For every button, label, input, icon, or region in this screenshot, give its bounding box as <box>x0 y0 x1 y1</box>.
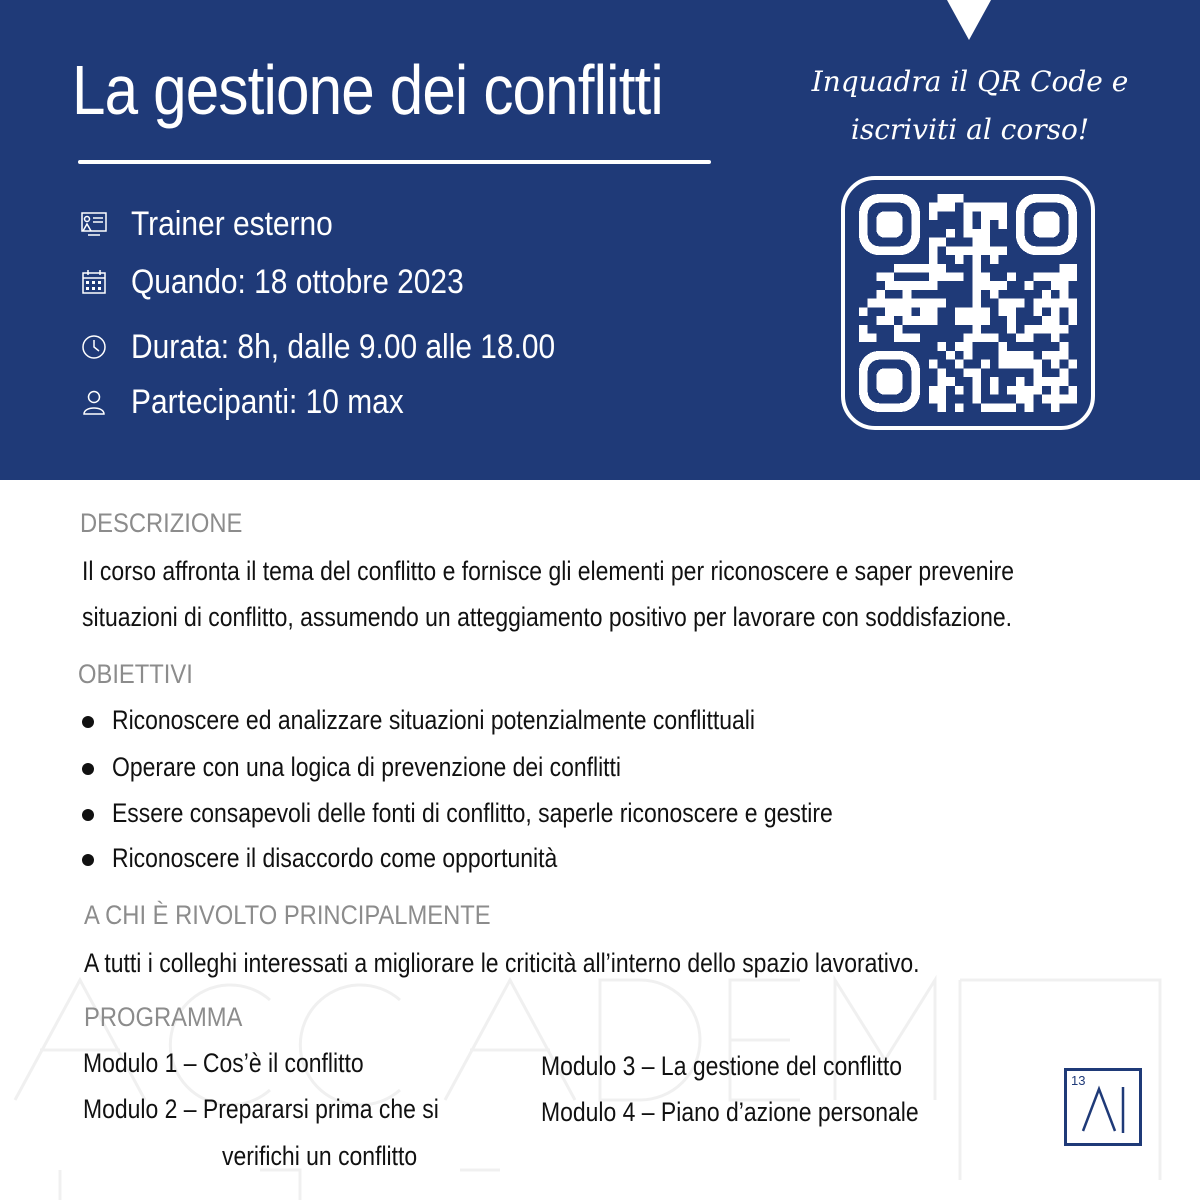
qr-module <box>929 307 938 316</box>
qr-module <box>946 351 955 360</box>
qr-module <box>1025 281 1034 290</box>
info-duration <box>80 327 556 366</box>
qr-module <box>911 334 920 343</box>
qr-module <box>1025 334 1034 343</box>
qr-module <box>1051 351 1060 360</box>
qr-module <box>972 203 981 212</box>
qr-module <box>1042 316 1051 325</box>
bullet-3 <box>82 809 94 821</box>
qr-module <box>1068 386 1077 395</box>
qr-module <box>937 264 946 273</box>
qr-module <box>946 203 955 212</box>
qr-module <box>1060 342 1069 351</box>
qr-module <box>929 264 938 273</box>
qr-module <box>981 403 990 412</box>
qr-module <box>955 342 964 351</box>
qr-module <box>911 299 920 308</box>
qr-module <box>1007 272 1016 281</box>
qr-module <box>1033 368 1042 377</box>
target-text: A tutti i colleghi interessati a migliorare le criticità all’interno dello spazio lavorativo. <box>84 948 920 978</box>
qr-module <box>1033 211 1059 237</box>
qr-module <box>894 264 903 273</box>
qr-module <box>972 290 981 299</box>
qr-module <box>937 395 946 404</box>
descrizione-line-2: situazioni di conflitto, assumendo un atteggiamento positivo per lavorare con soddisfazione. <box>82 602 1013 632</box>
qr-module <box>1016 395 1025 404</box>
qr-module <box>859 334 868 343</box>
qr-module <box>972 238 981 247</box>
info-trainer-text: Trainer esterno <box>131 204 333 243</box>
qr-module <box>937 377 946 386</box>
content-area <box>0 480 1200 1200</box>
qr-module <box>999 299 1008 308</box>
qr-module <box>1051 395 1060 404</box>
target-heading: A CHI È RIVOLTO PRINCIPALMENTE <box>84 900 491 930</box>
qr-module <box>1051 325 1060 334</box>
qr-module <box>1007 403 1016 412</box>
qr-call-to-action <box>800 58 1140 154</box>
trainer-icon <box>80 210 108 238</box>
qr-module <box>981 211 990 220</box>
qr-module <box>972 377 981 386</box>
qr-module <box>929 238 938 247</box>
qr-module <box>1042 351 1051 360</box>
qr-module <box>964 368 973 377</box>
qr-module <box>981 360 990 369</box>
qr-module <box>911 316 920 325</box>
qr-module <box>1007 316 1016 325</box>
qr-module <box>903 334 912 343</box>
qr-module <box>929 281 938 290</box>
qr-module <box>964 229 973 238</box>
bullet-4 <box>82 854 94 866</box>
obiettivi-heading: OBIETTIVI <box>78 659 193 689</box>
qr-module <box>1033 386 1042 395</box>
qr-module <box>1033 377 1042 386</box>
qr-module <box>1051 307 1060 316</box>
qr-module <box>981 229 990 238</box>
qr-module <box>1051 377 1060 386</box>
clock-icon <box>80 333 108 361</box>
qr-module <box>1025 386 1034 395</box>
qr-module <box>1060 395 1069 404</box>
modulo-3: Modulo 3 – La gestione del conflitto <box>541 1051 903 1081</box>
qr-module <box>929 272 938 281</box>
qr-module <box>894 281 903 290</box>
qr-module <box>894 325 903 334</box>
qr-module <box>894 307 903 316</box>
academia-logo <box>1064 1068 1142 1146</box>
qr-module <box>929 211 938 220</box>
qr-module <box>937 403 946 412</box>
qr-module <box>1068 299 1077 308</box>
qr-module <box>920 299 929 308</box>
qr-module <box>964 307 973 316</box>
qr-module <box>981 203 990 212</box>
qr-module <box>972 307 981 316</box>
descrizione-line-1: Il corso affronta il tema del conflitto e fornisce gli elementi per riconoscere e saper prevenire <box>82 556 1015 586</box>
qr-module <box>1051 360 1060 369</box>
info-participants-text: Partecipanti: 10 max <box>131 382 404 421</box>
qr-module <box>972 395 981 404</box>
qr-module <box>1060 264 1069 273</box>
qr-module <box>859 307 868 316</box>
qr-module <box>981 220 990 229</box>
qr-module <box>955 307 964 316</box>
info-date <box>80 262 464 301</box>
qr-module <box>876 290 885 299</box>
qr-module <box>972 229 981 238</box>
info-participants <box>80 382 404 421</box>
title-underline <box>78 160 711 164</box>
qr-module <box>972 368 981 377</box>
qr-module <box>1051 386 1060 395</box>
obiettivo-item-4: Riconoscere il disaccordo come opportunità <box>112 843 558 873</box>
qr-module <box>999 203 1008 212</box>
qr-module <box>920 264 929 273</box>
qr-module <box>990 377 999 386</box>
qr-module <box>1016 360 1025 369</box>
page-title: La gestione dei conflitti <box>72 51 663 129</box>
qr-module <box>1016 377 1025 386</box>
qr-module <box>1051 403 1060 412</box>
qr-module <box>1042 272 1051 281</box>
bullet-2 <box>82 763 94 775</box>
qr-module <box>1007 307 1016 316</box>
qr-module <box>1051 281 1060 290</box>
qr-module <box>972 246 981 255</box>
logo-mark <box>1067 1071 1139 1143</box>
qr-module <box>1033 299 1042 308</box>
qr-module <box>859 325 868 334</box>
header-notch <box>947 0 991 40</box>
qr-module <box>1068 264 1077 273</box>
obiettivo-item-3: Essere consapevoli delle fonti di conflitto, saperle riconoscere e gestire <box>112 798 833 828</box>
qr-module <box>999 351 1008 360</box>
qr-module <box>1068 272 1077 281</box>
qr-module <box>1060 351 1069 360</box>
qr-module <box>946 246 955 255</box>
qr-module <box>876 368 902 394</box>
qr-module <box>1060 290 1069 299</box>
qr-module <box>1051 334 1060 343</box>
qr-module <box>1060 272 1069 281</box>
programma-heading: PROGRAMMA <box>84 1002 243 1032</box>
qr-module <box>972 316 981 325</box>
qr-module <box>1042 395 1051 404</box>
qr-module <box>885 316 894 325</box>
info-duration-text: Durata: 8h, dalle 9.00 alle 18.00 <box>131 327 556 366</box>
qr-module <box>1042 377 1051 386</box>
qr-module <box>999 246 1008 255</box>
qr-module <box>972 264 981 273</box>
qr-module <box>972 325 981 334</box>
qr-module <box>990 203 999 212</box>
qr-module <box>964 211 973 220</box>
qr-module <box>999 307 1008 316</box>
qr-module <box>937 238 946 247</box>
qr-module <box>964 246 973 255</box>
qr-module <box>946 272 955 281</box>
qr-module <box>999 342 1008 351</box>
qr-module <box>964 220 973 229</box>
qr-module <box>937 203 946 212</box>
qr-module <box>1016 351 1025 360</box>
qr-module <box>903 281 912 290</box>
qr-module <box>1042 325 1051 334</box>
calendar-icon <box>80 268 108 296</box>
qr-module <box>990 403 999 412</box>
qr-module <box>972 334 981 343</box>
qr-module <box>981 238 990 247</box>
qr-module <box>964 203 973 212</box>
qr-module <box>990 386 999 395</box>
qr-module <box>894 334 903 343</box>
qr-module <box>929 246 938 255</box>
modulo-2-line-1: Modulo 2 – Prepararsi prima che si <box>83 1094 439 1124</box>
qr-module <box>981 272 990 281</box>
qr-module <box>955 272 964 281</box>
qr-module <box>937 299 946 308</box>
qr-module <box>1007 386 1016 395</box>
qr-module <box>1025 325 1034 334</box>
qr-module <box>1042 299 1051 308</box>
qr-module <box>1051 316 1060 325</box>
qr-module <box>937 368 946 377</box>
qr-module <box>990 281 999 290</box>
qr-module <box>1068 307 1077 316</box>
cta-line-1: Inquadra il QR Code e <box>811 65 1129 98</box>
qr-module <box>885 281 894 290</box>
qr-module <box>972 386 981 395</box>
qr-module <box>937 272 946 281</box>
qr-module <box>964 334 973 343</box>
qr-module <box>972 255 981 264</box>
modulo-2-line-2: verifichi un conflitto <box>222 1141 418 1171</box>
qr-module <box>981 334 990 343</box>
qr-module <box>868 334 877 343</box>
obiettivo-item-1: Riconoscere ed analizzare situazioni potenzialmente conflittuali <box>112 705 755 735</box>
qr-module <box>868 299 877 308</box>
qr-module <box>876 316 885 325</box>
qr-module <box>972 281 981 290</box>
qr-code[interactable] <box>859 194 1077 412</box>
qr-module <box>929 386 938 395</box>
qr-module <box>894 299 903 308</box>
qr-module <box>999 281 1008 290</box>
qr-module <box>920 307 929 316</box>
qr-module <box>999 403 1008 412</box>
qr-module <box>1068 360 1077 369</box>
qr-module <box>1007 360 1016 369</box>
qr-module <box>920 281 929 290</box>
qr-module <box>981 281 990 290</box>
qr-module <box>1068 395 1077 404</box>
qr-module <box>990 255 999 264</box>
qr-module <box>885 272 894 281</box>
qr-module <box>903 316 912 325</box>
qr-module <box>946 229 955 238</box>
info-trainer <box>80 204 333 243</box>
qr-module <box>955 386 964 395</box>
qr-module <box>1016 299 1025 308</box>
qr-module <box>955 360 964 369</box>
qr-module <box>955 316 964 325</box>
qr-module <box>972 272 981 281</box>
qr-module <box>1042 290 1051 299</box>
qr-module <box>903 264 912 273</box>
qr-module <box>876 272 885 281</box>
qr-module <box>1016 334 1025 343</box>
qr-module <box>937 386 946 395</box>
user-icon <box>80 388 108 416</box>
qr-module <box>903 290 912 299</box>
qr-module <box>955 194 964 203</box>
qr-module <box>981 316 990 325</box>
qr-module <box>876 211 902 237</box>
qr-module <box>1025 395 1034 404</box>
modulo-1: Modulo 1 – Cos’è il conflitto <box>83 1048 364 1078</box>
qr-module <box>1007 299 1016 308</box>
qr-module <box>955 403 964 412</box>
qr-module <box>876 299 885 308</box>
qr-module <box>946 377 955 386</box>
qr-module <box>1007 325 1016 334</box>
qr-module <box>1051 272 1060 281</box>
logo-superscript: 13 <box>1071 1073 1086 1088</box>
qr-module <box>1060 281 1069 290</box>
qr-module <box>1025 403 1034 412</box>
qr-module <box>1060 325 1069 334</box>
qr-module <box>929 203 938 212</box>
obiettivo-item-2: Operare con una logica di prevenzione dei conflitti <box>112 752 622 782</box>
qr-module <box>1007 351 1016 360</box>
qr-module <box>929 395 938 404</box>
qr-module <box>1016 386 1025 395</box>
qr-module <box>955 255 964 264</box>
info-date-text: Quando: 18 ottobre 2023 <box>131 262 464 301</box>
qr-module <box>955 246 964 255</box>
qr-module <box>929 255 938 264</box>
qr-module <box>981 307 990 316</box>
qr-module <box>1060 368 1069 377</box>
qr-module <box>920 316 929 325</box>
qr-module <box>999 220 1008 229</box>
qr-module <box>981 246 990 255</box>
qr-module <box>946 194 955 203</box>
qr-module <box>1060 377 1069 386</box>
qr-module <box>1033 360 1042 369</box>
qr-module <box>937 194 946 203</box>
qr-module <box>990 246 999 255</box>
qr-module <box>990 290 999 299</box>
qr-module <box>1068 316 1077 325</box>
qr-module <box>1051 299 1060 308</box>
qr-module <box>1025 360 1034 369</box>
qr-module <box>911 281 920 290</box>
qr-module <box>929 316 938 325</box>
qr-module <box>885 299 894 308</box>
bullet-1 <box>82 716 94 728</box>
qr-module <box>937 342 946 351</box>
qr-module <box>911 264 920 273</box>
descrizione-heading: DESCRIZIONE <box>80 508 243 538</box>
qr-module <box>1033 307 1042 316</box>
modulo-4: Modulo 4 – Piano d’azione personale <box>541 1097 919 1127</box>
cta-line-2: iscriviti al corso! <box>850 113 1090 146</box>
qr-module <box>885 307 894 316</box>
qr-module <box>999 211 1008 220</box>
qr-module <box>903 299 912 308</box>
qr-module <box>964 316 973 325</box>
qr-module <box>903 307 912 316</box>
qr-module <box>1060 299 1069 308</box>
qr-module <box>964 351 973 360</box>
qr-module <box>999 360 1008 369</box>
qr-module <box>1025 351 1034 360</box>
qr-module <box>929 360 938 369</box>
qr-module <box>990 211 999 220</box>
qr-module <box>929 299 938 308</box>
qr-module <box>990 334 999 343</box>
qr-module <box>972 299 981 308</box>
qr-module <box>1033 325 1042 334</box>
qr-module <box>964 342 973 351</box>
qr-module <box>1033 272 1042 281</box>
